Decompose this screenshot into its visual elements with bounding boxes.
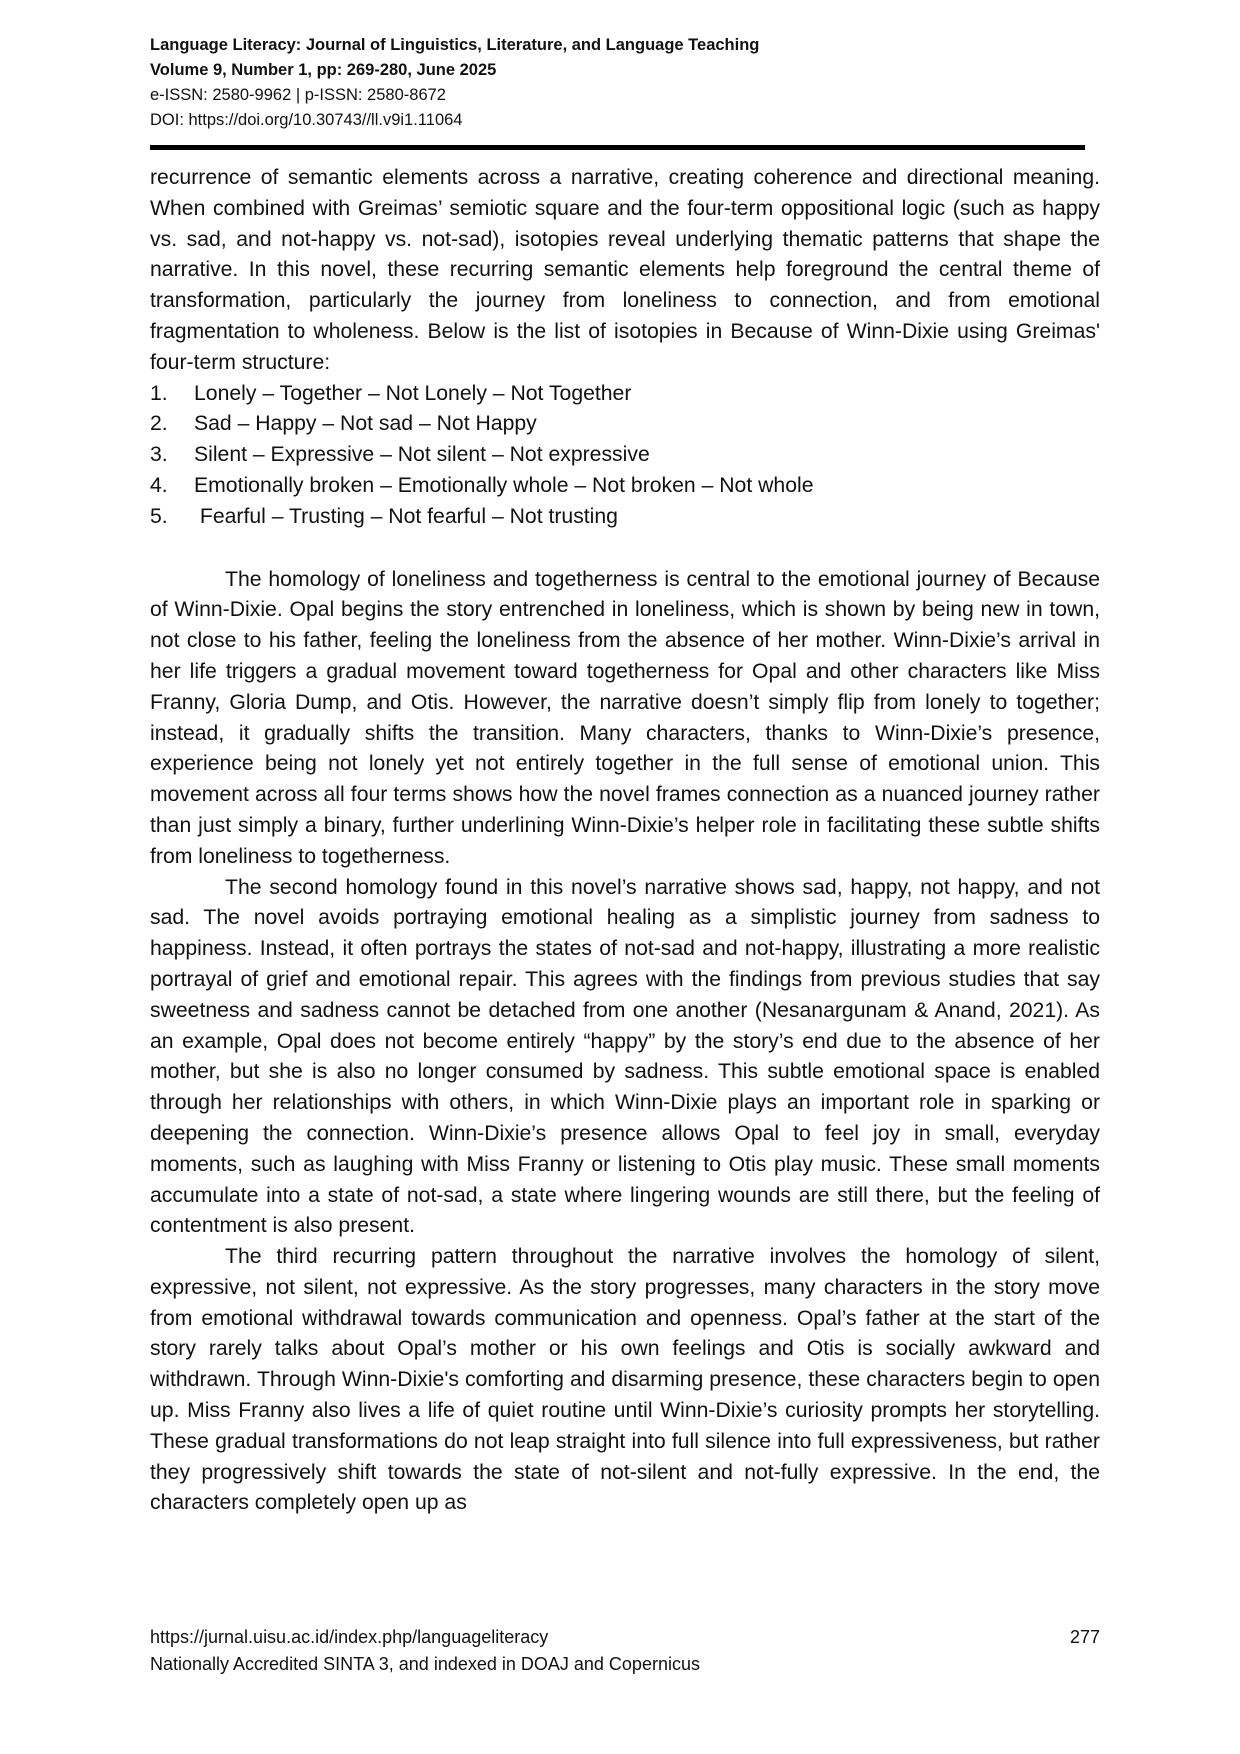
list-item — [150, 379, 1100, 410]
paragraph-sadness: The second homology found in this novel’s narrative shows sad, happy, not happy, and not sad. The novel avoids portraying emotional healing as a simplistic journey from sadness to happiness. Instead, it often portrays the states of not-sad and not-happy, illustrating a more realistic portrayal of grief and emotional repair. This agrees with the findings from previous studies that say sweetness and sadness cannot be detached from one another (Nesanargunam & Anand, 2021). As an example, Opal does not become entirely “happy” by the story’s end due to the absence of her mother, but she is also no longer consumed by sadness. This subtle emotional space is enabled through her relationships with others, in which Winn-Dixie plays an important role in sparking or deepening the connection. Winn-Dixie’s presence allows Opal to feel joy in small, everyday moments, such as laughing with Miss Franny or listening to Otis play music. These small moments accumulate into a state of not-sad, a state where lingering wounds are still there, but the feeling of contentment is also present. — [150, 875, 1100, 1238]
list-text: Lonely – Together – Not Lonely – Not Together — [194, 381, 632, 405]
isotopy-list — [150, 379, 1100, 533]
list-item — [150, 440, 1100, 471]
paragraph-silence: The third recurring pattern throughout the narrative involves the homology of silent, expressive, not silent, not expressive. As the story progresses, many characters in the story move from emotional withdrawal towards communication and openness. Opal’s father at the start of the story rarely talks about Opal’s mother or his own feelings and Otis is socially awkward and withdrawn. Through Winn-Dixie's comforting and disarming presence, these characters begin to open up. Miss Franny also lives a life of quiet routine until Winn-Dixie’s curiosity prompts her storytelling. These gradual transformations do not leap straight into full silence into full expressiveness, but rather they progressively shift towards the state of not-silent and not-fully expressive. In the end, the characters completely open up as — [150, 1245, 1100, 1515]
list-number: 1. — [150, 381, 168, 405]
header-divider — [150, 145, 1085, 150]
list-item — [150, 409, 1100, 440]
paragraph-loneliness: The homology of loneliness and togetherness is central to the emotional journey of Because of Winn-Dixie. Opal begins the story entrenched in loneliness, which is shown by being new in town, not close to his father, feeling the loneliness from the absence of her mother. Winn-Dixie’s arrival in her life triggers a gradual movement toward togetherness for Opal and other characters like Miss Franny, Gloria Dump, and Otis. However, the narrative doesn’t simply flip from lonely to together; instead, it gradually shifts the transition. Many characters, thanks to Winn-Dixie’s presence, experience being not lonely yet not entirely together in the full sense of emotional union. This movement across all four terms shows how the novel frames connection as a nuanced journey rather than just simply a binary, further underlining Winn-Dixie’s helper role in facilitating these subtle shifts from loneliness to togetherness. — [150, 567, 1100, 868]
journal-url: https://jurnal.uisu.ac.id/index.php/languageliteracy — [150, 1627, 549, 1647]
volume-info: Volume 9, Number 1, pp: 269-280, June 2025 — [150, 61, 497, 79]
list-number: 5. — [150, 504, 168, 528]
article-body — [150, 163, 1100, 1519]
list-number: 4. — [150, 473, 168, 497]
list-text: Sad – Happy – Not sad – Not Happy — [194, 412, 537, 436]
intro-paragraph: recurrence of semantic elements across a narrative, creating coherence and directional meaning. When combined with Greimas’ semiotic square and the four-term oppositional logic (such as happy vs. sad, and not-happy vs. not-sad), isotopies reveal underlying thematic patterns that shape the narrative. In this novel, these recurring semantic elements help foreground the central theme of transformation, particularly the journey from loneliness to connection, and from emotional fragmentation to wholeness. Below is the list of isotopies in Because of Winn-Dixie using Greimas' four-term structure: — [150, 166, 1100, 374]
page-footer — [150, 1624, 1100, 1678]
list-text: Emotionally broken – Emotionally whole – Not broken – Not whole — [194, 473, 814, 497]
list-number: 3. — [150, 443, 168, 467]
doi-info: DOI: https://doi.org/10.30743//ll.v9i1.11064 — [150, 111, 463, 129]
journal-title: Language Literacy: Journal of Linguistics, Literature, and Language Teaching — [150, 36, 760, 54]
list-number: 2. — [150, 412, 168, 436]
list-text: Silent – Expressive – Not silent – Not expressive — [194, 443, 650, 467]
page-number: 277 — [1069, 1627, 1100, 1647]
accreditation-note: Nationally Accredited SINTA 3, and indexed in DOAJ and Copernicus — [150, 1654, 700, 1674]
list-item — [150, 471, 1100, 502]
paragraph-gap — [150, 533, 1100, 565]
list-text: Fearful – Trusting – Not fearful – Not trusting — [194, 504, 618, 528]
list-item — [150, 502, 1100, 533]
issn-info: e-ISSN: 2580-9962 | p-ISSN: 2580-8672 — [150, 86, 446, 104]
page-header — [150, 33, 1080, 133]
